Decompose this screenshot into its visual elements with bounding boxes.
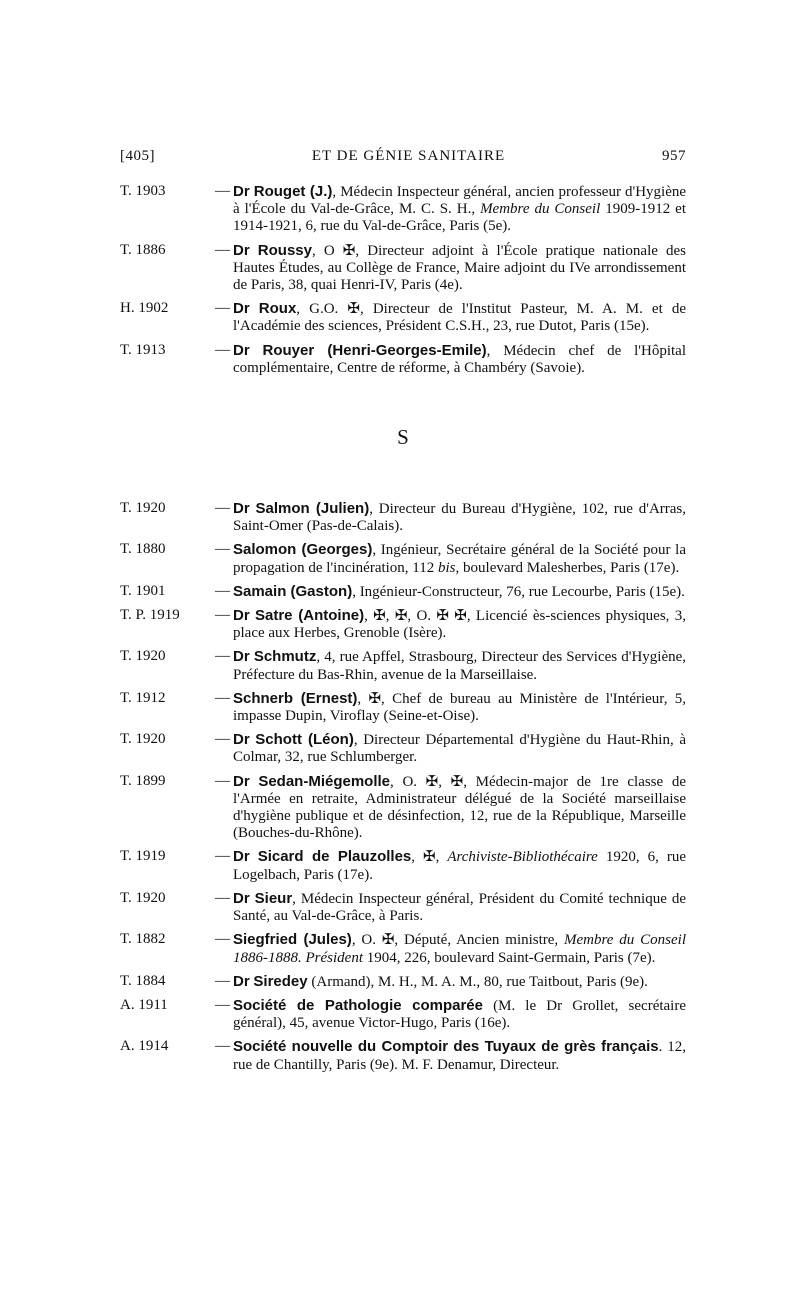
member-description-rest: 1904, 226, boulevard Saint-Germain, Paris (7e). bbox=[362, 949, 656, 966]
member-entry bbox=[120, 1038, 686, 1073]
member-entry bbox=[120, 973, 686, 991]
entry-dash: — bbox=[215, 648, 230, 665]
member-entry bbox=[120, 500, 686, 535]
member-name: Sieur bbox=[254, 889, 293, 907]
member-entry bbox=[120, 583, 686, 601]
entry-dash: — bbox=[215, 241, 230, 258]
member-description: , Médecin chef de l'Hôpital complémentaire, Centre de réforme, à Chambéry (Savoie). bbox=[233, 342, 686, 376]
member-description: , 4, rue Apffel, Strasbourg, Directeur des Services d'Hygiène, Préfecture du Bas-Rhin, avenue de la Marseillaise. bbox=[233, 649, 687, 683]
member-description: , Médecin Inspecteur général, Président du Comité technique de Santé, au Val-de-Grâce, à Paris. bbox=[233, 890, 687, 925]
membership-code: T. P. 1919 bbox=[120, 607, 180, 624]
doctor-title: Dr bbox=[233, 241, 250, 259]
entry-dash: — bbox=[215, 541, 230, 558]
doctor-title: Dr bbox=[233, 341, 250, 359]
member-description: , Ingénieur-Constructeur, 76, rue Lecourbe, Paris (15e). bbox=[352, 583, 685, 600]
member-description: , ✠, bbox=[411, 849, 448, 866]
entry-dash: — bbox=[215, 689, 230, 706]
membership-code: T. 1920 bbox=[120, 731, 166, 748]
doctor-title: Dr bbox=[233, 648, 250, 666]
member-name: Samain (Gaston) bbox=[233, 582, 353, 600]
member-name: Rouyer (Henri-Georges-Emile) bbox=[262, 341, 487, 359]
membership-code: T. 1880 bbox=[120, 541, 166, 558]
member-description-rest: 1920, 6, rue Logelbach, Paris (17e). bbox=[233, 849, 687, 883]
member-description: , Médecin Inspecteur général, ancien professeur d'Hygiène à l'École du Val-de-Grâce, M. C. S. H., bbox=[233, 184, 687, 218]
membership-code: T. 1920 bbox=[120, 648, 166, 665]
member-entry bbox=[120, 541, 686, 576]
doctor-title: Dr bbox=[233, 183, 250, 200]
member-name: Satre (Antoine) bbox=[255, 607, 365, 625]
member-description: , O. ✠, Député, Ancien ministre, bbox=[351, 932, 565, 949]
entry-dash: — bbox=[215, 183, 230, 199]
entry-dash: — bbox=[215, 848, 230, 865]
doctor-title: Dr bbox=[233, 848, 250, 866]
member-entry bbox=[120, 607, 686, 642]
entry-dash: — bbox=[215, 931, 230, 948]
running-title: ET DE GÉNIE SANITAIRE bbox=[311, 148, 506, 164]
entry-text bbox=[233, 541, 686, 576]
member-description-rest: , boulevard Malesherbes, Paris (17e). bbox=[455, 559, 680, 576]
entry-text bbox=[233, 690, 686, 725]
member-entry bbox=[120, 997, 686, 1032]
doctor-title: Dr bbox=[233, 300, 250, 318]
membership-code: T. 1920 bbox=[120, 889, 166, 906]
membership-code: T. 1913 bbox=[120, 341, 166, 358]
membership-code: T. 1912 bbox=[120, 689, 166, 706]
entry-text bbox=[233, 242, 686, 295]
doctor-title: Dr bbox=[233, 607, 250, 625]
membership-code: T. 1886 bbox=[120, 241, 166, 258]
membership-code: A. 1914 bbox=[120, 1038, 169, 1055]
member-entry bbox=[120, 731, 686, 766]
entry-text bbox=[233, 773, 686, 843]
member-description: , O. ✠, ✠, Médecin-major de 1re classe de l'Armée en retraite, Administrateur délégué de la Société marseillaise d'hygiène publique et de désinfection, 12, rue de la République, Marseille (Bouches-du-Rhône). bbox=[233, 773, 686, 842]
entry-text bbox=[233, 607, 686, 642]
member-description: , ✠, ✠, O. ✠ ✠, Licencié ès-sciences physiques, 3, place aux Herbes, Grenoble (Isère). bbox=[233, 608, 686, 642]
entry-dash: — bbox=[215, 1038, 230, 1055]
member-name: Siredey bbox=[253, 972, 308, 990]
entry-text bbox=[233, 1038, 686, 1073]
member-description: , G.O. ✠, Directeur de l'Institut Pasteur, M. A. M. et de l'Académie des sciences, Président C.S.H., 23, rue Dutot, Paris (15e). bbox=[233, 301, 686, 335]
document-page bbox=[120, 148, 686, 1080]
section-letter: S bbox=[397, 425, 409, 450]
member-entry bbox=[120, 931, 686, 966]
member-name: Schmutz bbox=[253, 648, 317, 666]
page-reference: [405] bbox=[120, 148, 155, 164]
entry-dash: — bbox=[215, 300, 230, 317]
member-description: , Directeur du Bureau d'Hygiène, 102, rue d'Arras, Saint-Omer (Pas-de-Calais). bbox=[233, 501, 687, 535]
member-name: Rouget (J.) bbox=[253, 183, 333, 200]
page-number: 957 bbox=[662, 148, 686, 164]
member-entry bbox=[120, 300, 686, 335]
doctor-title: Dr bbox=[233, 772, 250, 790]
entry-list-r bbox=[120, 183, 686, 377]
member-entry bbox=[120, 773, 686, 843]
entry-dash: — bbox=[215, 972, 230, 989]
member-entry bbox=[120, 242, 686, 295]
member-name: Sicard de Plauzolles bbox=[257, 848, 412, 866]
member-name: Siegfried (Jules) bbox=[233, 931, 352, 949]
doctor-title: Dr bbox=[233, 889, 250, 907]
member-description: , O ✠, Directeur adjoint à l'École pratique nationale des Hautes Études, au Collège de France, Maire adjoint du IVe arrondissement de Paris, 38, quai Henri-IV, Paris (4e). bbox=[233, 242, 687, 294]
entry-text bbox=[233, 183, 686, 236]
entry-dash: — bbox=[215, 500, 230, 517]
page-header bbox=[120, 148, 686, 165]
doctor-title: Dr bbox=[233, 972, 250, 990]
member-entry bbox=[120, 648, 686, 683]
member-name: Salmon (Julien) bbox=[255, 500, 370, 518]
entry-text bbox=[233, 890, 686, 925]
entry-text bbox=[233, 648, 686, 683]
member-entry bbox=[120, 848, 686, 883]
member-name: Schnerb (Ernest) bbox=[233, 689, 358, 707]
entry-text bbox=[233, 300, 686, 335]
member-description: (M. le Dr Grollet, secrétaire général), 45, avenue Victor-Hugo, Paris (16e). bbox=[233, 997, 686, 1032]
member-entry bbox=[120, 342, 686, 377]
membership-code: T. 1920 bbox=[120, 500, 166, 517]
membership-code: T. 1884 bbox=[120, 972, 166, 989]
italic-role: Membre du Conseil 1886-1888. Président bbox=[233, 932, 686, 966]
entry-dash: — bbox=[215, 341, 230, 358]
membership-code: H. 1902 bbox=[120, 300, 169, 317]
member-description: , Ingénieur, Secrétaire général de la Société pour la propagation de l'incinération, 112 bbox=[233, 542, 686, 576]
entry-text bbox=[233, 973, 686, 991]
member-description: . 12, rue de Chantilly, Paris (9e). M. F. Denamur, Directeur. bbox=[233, 1039, 687, 1073]
entry-dash: — bbox=[215, 772, 230, 789]
member-description: , ✠, Chef de bureau au Ministère de l'Intérieur, 5, impasse Dupin, Viroflay (Seine-et-Oise). bbox=[233, 690, 686, 725]
membership-code: T. 1899 bbox=[120, 772, 166, 789]
member-name: Roussy bbox=[257, 241, 312, 259]
entry-list-s bbox=[120, 500, 686, 1074]
entry-text bbox=[233, 583, 686, 601]
member-name: Roux bbox=[258, 300, 297, 318]
member-entry bbox=[120, 690, 686, 725]
membership-code: T. 1903 bbox=[120, 183, 166, 199]
member-name: Société nouvelle du Comptoir des Tuyaux de grès français bbox=[233, 1038, 659, 1056]
member-name: Société de Pathologie comparée bbox=[233, 996, 483, 1014]
entry-text bbox=[233, 342, 686, 377]
member-entry bbox=[120, 183, 686, 236]
doctor-title: Dr bbox=[233, 500, 250, 518]
entry-text bbox=[233, 931, 686, 966]
entry-dash: — bbox=[215, 582, 230, 599]
member-description-rest: 1909-1912 et 1914-1921, 6, rue du Val-de-Grâce, Paris (5e). bbox=[233, 201, 686, 235]
entry-text bbox=[233, 997, 686, 1032]
doctor-title: Dr bbox=[233, 731, 250, 749]
member-description: (Armand), M. H., M. A. M., 80, rue Taitbout, Paris (9e). bbox=[307, 973, 648, 990]
member-description: , Directeur Départemental d'Hygiène du Haut-Rhin, à Colmar, 32, rue Schlumberger. bbox=[233, 732, 686, 766]
membership-code: A. 1911 bbox=[120, 996, 168, 1013]
entry-dash: — bbox=[215, 889, 230, 906]
entry-dash: — bbox=[215, 731, 230, 748]
membership-code: T. 1919 bbox=[120, 848, 166, 865]
italic-role: Membre du Conseil bbox=[480, 201, 601, 218]
member-entry bbox=[120, 890, 686, 925]
italic-role: bis bbox=[438, 559, 456, 576]
entry-text bbox=[233, 500, 686, 535]
member-name: Schott (Léon) bbox=[255, 731, 354, 749]
italic-role: Archiviste-Bibliothécaire bbox=[447, 849, 598, 866]
entry-text bbox=[233, 848, 686, 883]
member-name: Salomon (Georges) bbox=[233, 541, 373, 559]
entry-dash: — bbox=[215, 607, 230, 624]
entry-text bbox=[233, 731, 686, 766]
entry-dash: — bbox=[215, 996, 230, 1013]
member-name: Sedan-Miégemolle bbox=[258, 772, 391, 790]
membership-code: T. 1901 bbox=[120, 582, 166, 599]
membership-code: T. 1882 bbox=[120, 931, 166, 948]
